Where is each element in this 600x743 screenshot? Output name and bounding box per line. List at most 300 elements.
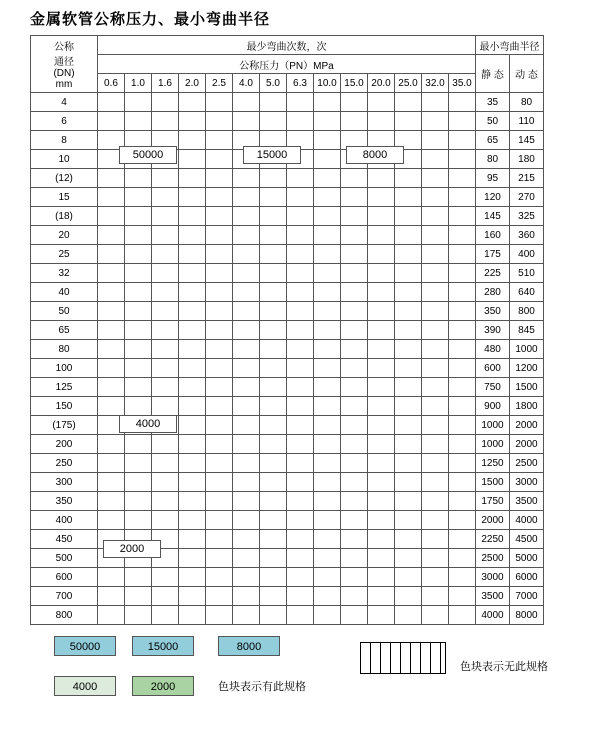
pressure-cell [314, 245, 341, 264]
pressure-cell [260, 549, 287, 568]
pressure-cell [449, 587, 476, 606]
pressure-cell [98, 606, 125, 625]
pressure-cell [125, 492, 152, 511]
dynamic-radius-value: 845 [510, 321, 544, 340]
table-row [31, 416, 544, 435]
pressure-cell [206, 568, 233, 587]
pressure-cell [341, 549, 368, 568]
pressure-cell [395, 378, 422, 397]
pressure-cell [395, 226, 422, 245]
pressure-cell [287, 530, 314, 549]
pressure-col-header-9: 15.0 [341, 74, 368, 93]
dn-header-line-4: mm [55, 79, 73, 90]
pressure-cell [368, 416, 395, 435]
dn-value: (18) [31, 207, 98, 226]
dn-value: 80 [31, 340, 98, 359]
pressure-cell [449, 454, 476, 473]
pressure-cell [449, 473, 476, 492]
pressure-cell [422, 530, 449, 549]
pressure-cell [395, 397, 422, 416]
pressure-cell [206, 321, 233, 340]
pressure-cell [179, 283, 206, 302]
pressure-col-header-7: 6.3 [287, 74, 314, 93]
pressure-cell [449, 131, 476, 150]
table-head-row-2 [31, 55, 544, 74]
pressure-cell [287, 473, 314, 492]
pressure-cell [260, 416, 287, 435]
pressure-cell [179, 207, 206, 226]
pressure-cell [449, 93, 476, 112]
table-row [31, 302, 544, 321]
pressure-cell [314, 568, 341, 587]
pressure-cell [125, 93, 152, 112]
pressure-cell [368, 511, 395, 530]
dynamic-radius-value: 800 [510, 302, 544, 321]
pressure-cell [341, 302, 368, 321]
pressure-cell [395, 302, 422, 321]
static-radius-value: 35 [476, 93, 510, 112]
pressure-cell [125, 359, 152, 378]
dn-value: 40 [31, 283, 98, 302]
pressure-cell [368, 112, 395, 131]
pressure-cell [152, 454, 179, 473]
pressure-cell [233, 530, 260, 549]
pressure-cell [287, 587, 314, 606]
pressure-cell [260, 245, 287, 264]
static-radius-value: 2000 [476, 511, 510, 530]
legend-item-0 [54, 636, 116, 656]
pressure-cell [98, 283, 125, 302]
pressure-cell [179, 112, 206, 131]
pressure-cell [206, 378, 233, 397]
table-row [31, 321, 544, 340]
pressure-cell [206, 454, 233, 473]
pressure-cell [233, 321, 260, 340]
table-row [31, 435, 544, 454]
pressure-cell [422, 150, 449, 169]
static-radius-value: 1500 [476, 473, 510, 492]
pressure-cell [260, 473, 287, 492]
pressure-cell [449, 283, 476, 302]
pressure-cell [287, 340, 314, 359]
pressure-cell [260, 568, 287, 587]
table-row [31, 112, 544, 131]
pressure-cell [260, 435, 287, 454]
pressure-cell [422, 492, 449, 511]
pressure-cell [287, 245, 314, 264]
table-head [31, 36, 544, 93]
table-row [31, 340, 544, 359]
pressure-cell [368, 93, 395, 112]
pressure-cell [449, 549, 476, 568]
pressure-cell [341, 378, 368, 397]
pressure-cell [233, 511, 260, 530]
pressure-cell [287, 112, 314, 131]
pressure-cell [422, 454, 449, 473]
table-row [31, 359, 544, 378]
dynamic-radius-value: 1800 [510, 397, 544, 416]
pressure-cell [314, 435, 341, 454]
dynamic-radius-value: 400 [510, 245, 544, 264]
pressure-cell [206, 169, 233, 188]
pressure-cell [314, 131, 341, 150]
dn-value: 400 [31, 511, 98, 530]
bend-group-header: 最少弯曲次数，次 [98, 36, 476, 55]
overlay-value-4000: 4000 [119, 415, 177, 433]
pressure-cell [422, 321, 449, 340]
pressure-cell [314, 93, 341, 112]
pressure-cell [341, 207, 368, 226]
dynamic-radius-value: 2000 [510, 416, 544, 435]
pressure-cell [422, 131, 449, 150]
pressure-cell [152, 283, 179, 302]
table-row [31, 264, 544, 283]
dn-value: 50 [31, 302, 98, 321]
pressure-cell [233, 454, 260, 473]
dynamic-radius-value: 4000 [510, 511, 544, 530]
pressure-cell [179, 359, 206, 378]
static-radius-value: 3000 [476, 568, 510, 587]
pressure-cell [260, 169, 287, 188]
dynamic-radius-value: 180 [510, 150, 544, 169]
pressure-cell [260, 587, 287, 606]
pressure-cell [368, 473, 395, 492]
pressure-cell [152, 511, 179, 530]
table-row [31, 226, 544, 245]
pressure-cell [206, 359, 233, 378]
pressure-cell [179, 169, 206, 188]
legend-item-3 [54, 676, 116, 696]
pressure-cell [314, 150, 341, 169]
pressure-cell [287, 226, 314, 245]
table-row [31, 283, 544, 302]
pressure-cell [341, 530, 368, 549]
static-radius-value: 160 [476, 226, 510, 245]
pressure-cell [341, 93, 368, 112]
pressure-cell [287, 378, 314, 397]
pressure-cell [260, 511, 287, 530]
pressure-cell [422, 378, 449, 397]
dynamic-radius-value: 4500 [510, 530, 544, 549]
pressure-cell [125, 264, 152, 283]
pressure-cell [260, 492, 287, 511]
overlay-value-15000: 15000 [243, 146, 301, 164]
dynamic-radius-value: 1200 [510, 359, 544, 378]
pressure-cell [314, 606, 341, 625]
pressure-col-header-12: 32.0 [422, 74, 449, 93]
legend-item-2 [218, 636, 280, 656]
static-radius-value: 750 [476, 378, 510, 397]
pressure-cell [125, 435, 152, 454]
pressure-cell [422, 302, 449, 321]
pressure-cell [179, 93, 206, 112]
pressure-cell [233, 302, 260, 321]
pressure-cell [341, 188, 368, 207]
pressure-cell [341, 473, 368, 492]
pressure-cell [260, 378, 287, 397]
pressure-cell [287, 93, 314, 112]
pressure-cell [152, 207, 179, 226]
pressure-cell [233, 606, 260, 625]
pressure-cell [287, 606, 314, 625]
pressure-cell [98, 207, 125, 226]
legend-item-1 [132, 636, 194, 656]
pressure-cell [260, 188, 287, 207]
dn-value: 200 [31, 435, 98, 454]
pressure-cell [98, 264, 125, 283]
overlay-value-8000: 8000 [346, 146, 404, 164]
pressure-cell [152, 245, 179, 264]
pressure-cell [368, 169, 395, 188]
pressure-cell [152, 340, 179, 359]
pressure-cell [179, 321, 206, 340]
pressure-cell [179, 416, 206, 435]
pressure-cell [260, 226, 287, 245]
pressure-cell [395, 340, 422, 359]
pressure-cell [287, 454, 314, 473]
pressure-cell [341, 321, 368, 340]
pressure-cell [422, 416, 449, 435]
pressure-cell [179, 511, 206, 530]
static-radius-value: 2500 [476, 549, 510, 568]
pressure-cell [395, 473, 422, 492]
pressure-cell [206, 473, 233, 492]
pressure-cell [152, 226, 179, 245]
pressure-cell [314, 207, 341, 226]
pressure-cell [449, 416, 476, 435]
pressure-cell [233, 492, 260, 511]
pressure-cell [98, 511, 125, 530]
pressure-cell [395, 93, 422, 112]
pressure-cell [125, 568, 152, 587]
pressure-cell [341, 359, 368, 378]
pressure-col-header-10: 20.0 [368, 74, 395, 93]
pressure-cell [395, 207, 422, 226]
static-radius-value: 50 [476, 112, 510, 131]
pressure-cell [125, 511, 152, 530]
pressure-cell [179, 378, 206, 397]
dn-value: 4 [31, 93, 98, 112]
dn-value: 15 [31, 188, 98, 207]
pressure-cell [179, 226, 206, 245]
pressure-cell [287, 416, 314, 435]
pressure-cell [152, 606, 179, 625]
pressure-cell [287, 321, 314, 340]
pressure-cell [341, 226, 368, 245]
pressure-cell [449, 378, 476, 397]
pressure-cell [314, 530, 341, 549]
pressure-cell [152, 435, 179, 454]
table-row [31, 511, 544, 530]
pressure-cell [233, 435, 260, 454]
pressure-cell [233, 359, 260, 378]
pressure-col-header-1: 1.0 [125, 74, 152, 93]
pressure-cell [449, 492, 476, 511]
pressure-cell [314, 340, 341, 359]
legend-swatch-4000: 4000 [54, 676, 116, 696]
dynamic-radius-header: 动 态 [510, 55, 544, 93]
pressure-cell [152, 264, 179, 283]
pressure-cell [314, 473, 341, 492]
static-radius-value: 145 [476, 207, 510, 226]
pressure-cell [98, 169, 125, 188]
dynamic-radius-value: 510 [510, 264, 544, 283]
pressure-cell [314, 587, 341, 606]
pressure-cell [98, 435, 125, 454]
pressure-cell [125, 340, 152, 359]
static-radius-value: 1000 [476, 435, 510, 454]
pressure-cell [341, 264, 368, 283]
pressure-cell [368, 530, 395, 549]
dynamic-radius-value: 1000 [510, 340, 544, 359]
pressure-cell [368, 397, 395, 416]
dn-value: (12) [31, 169, 98, 188]
pressure-cell [98, 378, 125, 397]
static-radius-value: 480 [476, 340, 510, 359]
dynamic-radius-value: 360 [510, 226, 544, 245]
dn-header-cell [31, 36, 98, 93]
pressure-cell [314, 397, 341, 416]
table-row [31, 568, 544, 587]
static-radius-value: 95 [476, 169, 510, 188]
dynamic-radius-value: 6000 [510, 568, 544, 587]
pressure-cell [422, 169, 449, 188]
pressure-cell [125, 302, 152, 321]
pressure-col-header-2: 1.6 [152, 74, 179, 93]
pressure-cell [260, 264, 287, 283]
pressure-cell [368, 378, 395, 397]
pressure-cell [422, 511, 449, 530]
static-radius-value: 65 [476, 131, 510, 150]
pressure-cell [125, 606, 152, 625]
pressure-cell [98, 587, 125, 606]
dynamic-radius-value: 640 [510, 283, 544, 302]
pressure-cell [206, 188, 233, 207]
pressure-cell [152, 473, 179, 492]
pressure-cell [179, 131, 206, 150]
pressure-cell [422, 549, 449, 568]
pressure-cell [368, 207, 395, 226]
pressure-cell [449, 435, 476, 454]
pressure-cell [422, 245, 449, 264]
overlay-value-50000: 50000 [119, 146, 177, 164]
dynamic-radius-value: 145 [510, 131, 544, 150]
pressure-cell [314, 378, 341, 397]
pressure-cell [341, 397, 368, 416]
static-radius-value: 4000 [476, 606, 510, 625]
pressure-cell [368, 264, 395, 283]
pressure-cell [152, 587, 179, 606]
pressure-cell [449, 188, 476, 207]
pressure-cell [206, 207, 233, 226]
pressure-cell [233, 473, 260, 492]
table-row [31, 473, 544, 492]
pressure-cell [125, 378, 152, 397]
pressure-cell [233, 568, 260, 587]
pressure-cell [395, 283, 422, 302]
pressure-col-header-13: 35.0 [449, 74, 476, 93]
pressure-cell [233, 188, 260, 207]
pressure-cell [206, 435, 233, 454]
pressure-cell [98, 321, 125, 340]
pressure-cell [287, 397, 314, 416]
static-radius-value: 120 [476, 188, 510, 207]
dynamic-radius-value: 8000 [510, 606, 544, 625]
pressure-cell [341, 169, 368, 188]
hatch-pattern [360, 642, 446, 674]
dn-value: 65 [31, 321, 98, 340]
pressure-cell [314, 511, 341, 530]
dynamic-radius-value: 215 [510, 169, 544, 188]
pressure-cell [287, 207, 314, 226]
pressure-cell [233, 340, 260, 359]
pressure-cell [179, 454, 206, 473]
dn-value: 125 [31, 378, 98, 397]
dynamic-radius-value: 3500 [510, 492, 544, 511]
pressure-cell [368, 359, 395, 378]
pressure-cell [368, 188, 395, 207]
dynamic-radius-value: 3000 [510, 473, 544, 492]
pressure-cell [98, 245, 125, 264]
pressure-cell [449, 340, 476, 359]
pressure-cell [152, 302, 179, 321]
dn-value: 100 [31, 359, 98, 378]
table-row [31, 492, 544, 511]
pressure-cell [260, 302, 287, 321]
dn-value: 8 [31, 131, 98, 150]
pressure-cell [449, 397, 476, 416]
pressure-cell [152, 378, 179, 397]
static-radius-value: 2250 [476, 530, 510, 549]
pressure-cell [206, 340, 233, 359]
pressure-cell [98, 302, 125, 321]
pressure-cell [152, 188, 179, 207]
pressure-cell [368, 454, 395, 473]
pressure-cell [98, 226, 125, 245]
pressure-cell [449, 245, 476, 264]
dn-value: 500 [31, 549, 98, 568]
pressure-cell [395, 188, 422, 207]
pressure-cell [422, 283, 449, 302]
dn-value: 800 [31, 606, 98, 625]
static-radius-value: 1000 [476, 416, 510, 435]
pressure-cell [260, 340, 287, 359]
pressure-cell [179, 150, 206, 169]
pressure-cell [179, 245, 206, 264]
pressure-col-header-3: 2.0 [179, 74, 206, 93]
pressure-cell [314, 416, 341, 435]
dn-header-line-1: 公称 [54, 42, 74, 53]
static-radius-value: 280 [476, 283, 510, 302]
pressure-cell [260, 359, 287, 378]
pressure-cell [422, 587, 449, 606]
table-row [31, 207, 544, 226]
pressure-cell [152, 93, 179, 112]
pressure-cell [395, 435, 422, 454]
pressure-cell [314, 359, 341, 378]
table-row [31, 245, 544, 264]
pressure-cell [179, 549, 206, 568]
radius-group-header: 最小弯曲半径 [476, 36, 544, 55]
pressure-cell [314, 549, 341, 568]
pressure-cell [206, 549, 233, 568]
legend-swatch-50000: 50000 [54, 636, 116, 656]
pressure-cell [206, 93, 233, 112]
table-row [31, 587, 544, 606]
pressure-cell [449, 264, 476, 283]
pressure-cell [395, 549, 422, 568]
pressure-cell [233, 378, 260, 397]
